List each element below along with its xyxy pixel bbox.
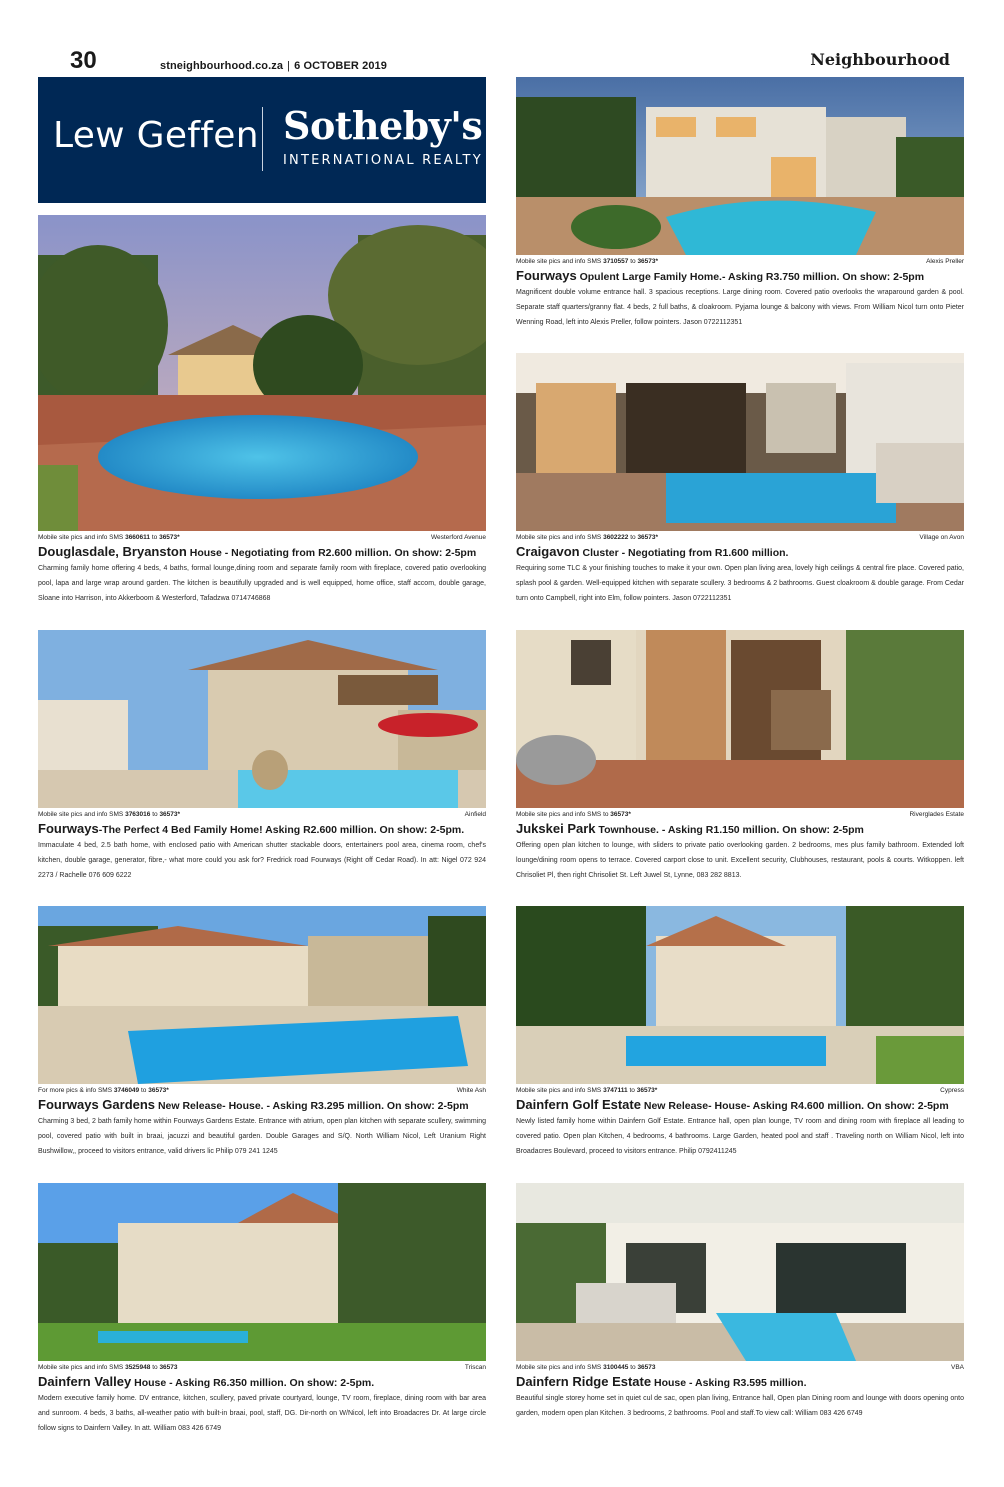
brand-sothebys-block: [283, 105, 483, 168]
masthead-url-date: [160, 60, 387, 72]
listing-caption: [516, 258, 964, 266]
listing-dainfern-ridge: [516, 1183, 964, 1421]
listing-caption: [38, 811, 486, 819]
listing-description: Magnificent double volume entrance hall. 3 spacious receptions. Large dining room. Covered patio overlooks the wraparound garden & pool. Separate staff quarters/granny flat. 4 beds, 2 full baths, & cloakroom. Pyjama lounge & balcony with views. From William Nicol turn onto Pieter Wenning Road, left into Alexis Preller, follow pointers. Jason 0722112351: [516, 289, 964, 326]
brand-tagline: INTERNATIONAL REALTY: [283, 153, 483, 168]
listing-photo: [516, 1183, 964, 1361]
sms-info: Mobile site pics and info SMS 3660611 to 36573*: [38, 534, 180, 541]
brand-divider: [262, 107, 263, 171]
street-name: Riverglades Estate: [909, 811, 964, 818]
street-name: Westerford Avenue: [430, 534, 486, 541]
sms-info: Mobile site pics and info SMS 3763016 to 36573*: [38, 811, 181, 818]
brand-sothebys: Sotheby's: [283, 103, 483, 148]
listing-headline: Fourways-The Perfect 4 Bed Family Home! Asking R2.600 million. On show: 2-5pm.: [38, 821, 465, 836]
brand-lew-geffen: Lew Geffen: [53, 115, 259, 156]
street-name: Alexis Preller: [926, 258, 964, 265]
brand-banner: [38, 77, 486, 203]
listing-photo: [38, 215, 486, 531]
listing-caption: [516, 534, 964, 542]
listing-description: Modern executive family home. DV entrance, kitchen, scullery, paved private courtyard, lounge, TV room, fireplace, dining room with bar area and sunroom. 4 beds, 3 baths, all-weather patio with built-in braai, pool, staff, DG. Dir-north on W/Nicol, left into Broadacres Dr. At large circle follow signs to Dainfern Valley. In att. William 083 426 6749: [38, 1395, 486, 1432]
listing-location: Fourways: [38, 821, 99, 836]
listing-headline: Fourways Opulent Large Family Home.- Asking R3.750 million. On show: 2-5pm: [516, 268, 925, 283]
sms-info: Mobile site pics and info SMS 3100445 to 36573: [516, 1364, 656, 1371]
listing-jukskei-park: [516, 630, 964, 883]
listing-location: Dainfern Valley: [38, 1374, 132, 1389]
listing-description: Beautiful single storey home set in quiet cul de sac, open plan living, Entrance hall, Open plan Dining room and lounge with doors opening onto garden, modern open plan Kitchen. 3 bedrooms, 2 bathrooms. Pool and staff.To view call: William 083 426 6749: [516, 1395, 964, 1417]
listing-location: Jukskei Park: [516, 821, 596, 836]
listing-photo: [516, 77, 964, 255]
listing-douglasdale: [38, 215, 486, 606]
listing-caption: [38, 534, 486, 542]
listing-photo: [38, 1183, 486, 1361]
listing-location: Fourways: [516, 268, 577, 283]
separator: |: [287, 60, 291, 72]
listing-caption: [38, 1087, 486, 1095]
sms-info: Mobile site pics and info SMS to 36573*: [516, 811, 631, 818]
listing-description: Newly listed family home within Dainfern Golf Estate. Entrance hall, open plan lounge, TV room and dining room with fireplace all leading to covered patio. Open plan Kitchen, 4 bedrooms, 4 bathrooms. Large Garden, heated pool and staff . Traveling north on William Nicol, left into Broadacres Boulevard, proceed to visitors entrance. Philip 0792411245: [516, 1118, 964, 1155]
listing-photo: [516, 906, 964, 1084]
listing-headline: Douglasdale, Bryanston House - Negotiating from R2.600 million. On show: 2-5pm: [38, 544, 477, 559]
listing-headline: Dainfern Valley House - Asking R6.350 million. On show: 2-5pm.: [38, 1374, 375, 1389]
site-url: stneighbourhood.co.za: [160, 60, 284, 72]
section-title: Neighbourhood: [810, 50, 950, 69]
listing-fourways-gardens: [38, 906, 486, 1159]
sms-info: Mobile site pics and info SMS 3710557 to 36573*: [516, 258, 659, 265]
listing-headline: Dainfern Golf Estate New Release- House- Asking R4.600 million. On show: 2-5pm: [516, 1097, 949, 1112]
listing-craigavon: [516, 353, 964, 606]
listing-location: Douglasdale, Bryanston: [38, 544, 187, 559]
listing-headline: Jukskei Park Townhouse. - Asking R1.150 million. On show: 2-5pm: [516, 821, 864, 836]
listing-headline: Fourways Gardens New Release- House. - Asking R3.295 million. On show: 2-5pm: [38, 1097, 469, 1112]
street-name: Ainfield: [464, 811, 486, 818]
listing-fourways-perfect: [38, 630, 486, 883]
street-name: White Ash: [456, 1087, 486, 1094]
sms-info: Mobile site pics and info SMS 3525948 to 36573: [38, 1364, 178, 1371]
listing-description: Immaculate 4 bed, 2.5 bath home, with enclosed patio with American shutter stackable doors, entertainers pool area, cinema room, chef's kitchen, double garage, generator, fibre,- what more could you ask for? Fredrick road Fourways (Right off Cedar Road). In att: Nigel 072 924 2273 / Rachelle 076 609 6222: [38, 842, 486, 879]
street-name: Triscan: [464, 1364, 486, 1371]
listing-caption: [516, 1087, 964, 1095]
street-name: Cypress: [940, 1087, 964, 1094]
listing-location: Craigavon: [516, 544, 580, 559]
listing-location: Fourways Gardens: [38, 1097, 156, 1112]
listing-dainfern-golf: [516, 906, 964, 1159]
listing-caption: [516, 811, 964, 819]
listing-caption: [516, 1364, 964, 1372]
listing-description: Offering open plan kitchen to lounge, with sliders to private patio overlooking garden. 2 bedrooms, mes plus family bathroom. Extended loft lounge/dining room opens to terrace. Covered carport close to unit. Excellent security, Clubhouses, restaurant, pools & courts. Witkoppen. left Chrisoliet Pl, then right Chrisoliet St. Left Juwel St, Lynne, 083 282 8813.: [516, 842, 964, 879]
listing-description: Charming family home offering 4 beds, 4 baths, formal lounge,dining room and separate family room with fireplace, covered patio overlooking pool, lapa and large wrap around garden. The kitchen is beautifully upgraded and is well equipped, home office, staff accom, double garage, Sloane into Harrison, into Akkerboom & Westerford, Tafadzwa 0714746868: [38, 565, 486, 602]
listing-dainfern-valley: [38, 1183, 486, 1436]
sms-info: For more pics & info SMS 3746049 to 36573*: [38, 1087, 169, 1094]
issue-date: 6 OCTOBER 2019: [294, 60, 387, 72]
street-name: VBA: [950, 1364, 964, 1371]
sms-info: Mobile site pics and info SMS 3747111 to 36573*: [516, 1087, 658, 1094]
listing-description: Charming 3 bed, 2 bath family home within Fourways Gardens Estate. Entrance with atrium, open plan kitchen with separate scullery, swimming pool, covered patio with built in braai, jacuzzi and beautiful garden. Double Garages and S/Q. North William Nicol, Left Uranium Right Bushwillow,, proceed to visitors entrance, valid drivers lic Philip 079 241 1245: [38, 1118, 486, 1155]
listing-photo: [516, 630, 964, 808]
listing-location: Dainfern Ridge Estate: [516, 1374, 652, 1389]
listing-photo: [516, 353, 964, 531]
listing-fourways-opulent: [516, 77, 964, 330]
listing-photo: [38, 906, 486, 1084]
listing-headline: Craigavon Cluster - Negotiating from R1.600 million.: [516, 544, 789, 559]
listing-headline: Dainfern Ridge Estate House - Asking R3.595 million.: [516, 1374, 807, 1389]
sms-info: Mobile site pics and info SMS 3602222 to 36573*: [516, 534, 659, 541]
page-number: 30: [70, 47, 97, 74]
listing-location: Dainfern Golf Estate: [516, 1097, 641, 1112]
listing-caption: [38, 1364, 486, 1372]
listing-photo: [38, 630, 486, 808]
listing-description: Requiring some TLC & your finishing touches to make it your own. Open plan living area, lovely high ceilings & central fire place. Covered patio, splash pool & garden. Well-equipped kitchen with separate scullery. 3 bedrooms & 2 bathrooms. Guest cloakroom & double garage. From Cedar turn onto Campbell, right into Elm, follow pointers. Jason 0722112351: [516, 565, 964, 602]
street-name: Village on Avon: [919, 534, 964, 541]
